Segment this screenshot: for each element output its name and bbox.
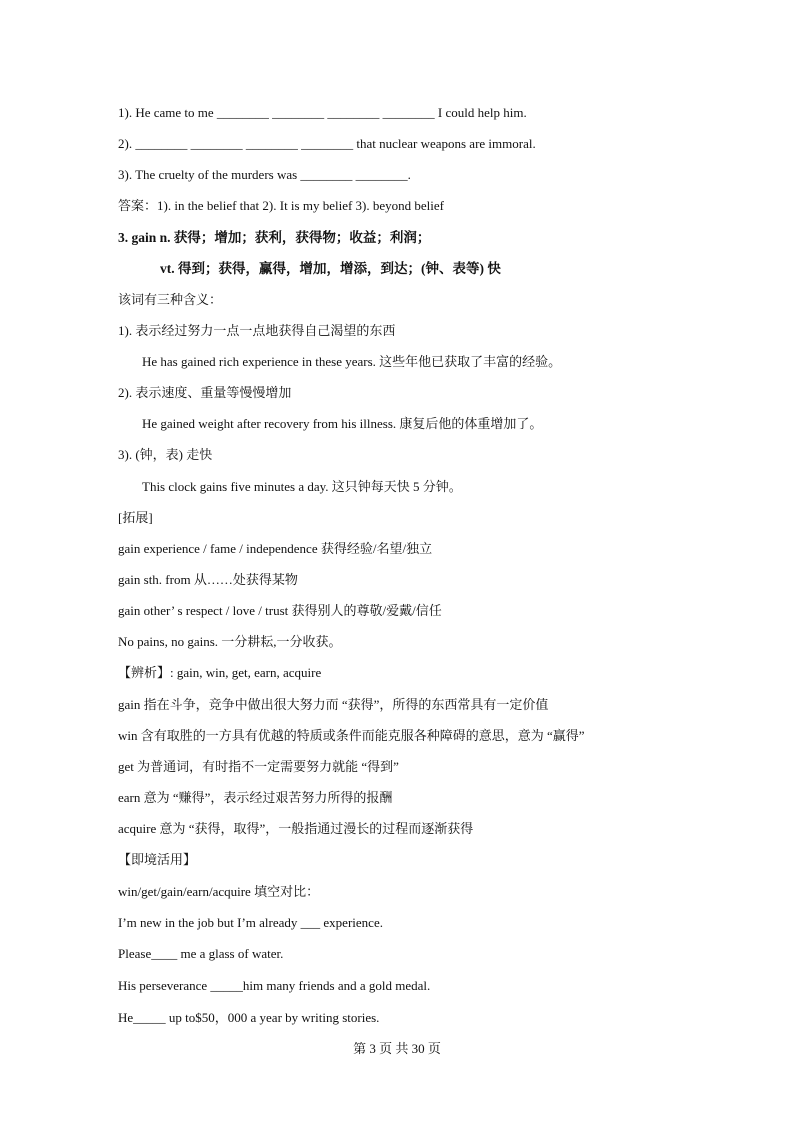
page-footer: 第 3 页 共 30 页 — [353, 1041, 441, 1056]
extension-item-1: gain experience / fame / independence 获得经验/名望/独立 — [118, 541, 433, 556]
distinction-win: win 含有取胜的一方具有优越的特质或条件而能克服各种障碍的意思，意为 “赢得” — [118, 728, 585, 743]
extension-item-2: gain sth. from 从……处获得某物 — [118, 572, 298, 587]
distinction-gain: gain 指在斗争，竞争中做出很大努力而 “获得”，所得的东西常具有一定价值 — [118, 697, 549, 712]
meaning-3: 3). (钟，表) 走快 — [118, 447, 213, 462]
meanings-intro: 该词有三种含义： — [118, 292, 223, 307]
practice-item-3: His perseverance _____him many friends and a gold medal. — [118, 978, 431, 993]
practice-heading: 【即境活用】 — [118, 852, 197, 867]
distinction-acquire: acquire 意为 “获得，取得”，一般指通过漫长的过程而逐渐获得 — [118, 821, 474, 836]
exercise-line-3: 3). The cruelty of the murders was ________ ________. — [118, 167, 411, 182]
practice-instruction: win/get/gain/earn/acquire 填空对比： — [118, 884, 320, 899]
extension-heading: [拓展] — [118, 510, 153, 525]
exercise-line-1: 1). He came to me ________ ________ ________ ________ I could help him. — [118, 105, 527, 120]
distinction-heading: 【辨析】: gain, win, get, earn, acquire — [118, 665, 322, 680]
meaning-2: 2). 表示速度、重量等慢慢增加 — [118, 385, 292, 400]
distinction-earn: earn 意为 “赚得”，表示经过艰苦努力所得的报酬 — [118, 790, 393, 805]
meaning-1-example: He has gained rich experience in these years. 这些年他已获取了丰富的经验。 — [142, 354, 562, 369]
extension-item-3: gain other’ s respect / love / trust 获得别人的尊敬/爱戴/信任 — [118, 603, 442, 618]
entry-verb-definition: vt. 得到；获得，赢得，增加，增添，到达；(钟、表等) 快 — [160, 261, 501, 276]
meaning-3-example: This clock gains five minutes a day. 这只钟每天快 5 分钟。 — [142, 479, 462, 494]
practice-item-4: He_____ up to$50，000 a year by writing stories. — [118, 1010, 380, 1025]
answer-line: 答案：1). in the belief that 2). It is my belief 3). beyond belief — [118, 198, 444, 213]
meaning-1: 1). 表示经过努力一点一点地获得自己渴望的东西 — [118, 323, 396, 338]
meaning-2-example: He gained weight after recovery from his illness. 康复后他的体重增加了。 — [142, 416, 543, 431]
practice-item-2: Please____ me a glass of water. — [118, 946, 284, 961]
distinction-get: get 为普通词，有时指不一定需要努力就能 “得到” — [118, 759, 399, 774]
proverb-line: No pains, no gains. 一分耕耘,一分收获。 — [118, 634, 342, 649]
entry-heading-gain: 3. gain n. 获得；增加；获利，获得物；收益；利润； — [118, 230, 431, 245]
practice-item-1: I’m new in the job but I’m already ___ experience. — [118, 915, 383, 930]
exercise-line-2: 2). ________ ________ ________ ________ that nuclear weapons are immoral. — [118, 136, 536, 151]
